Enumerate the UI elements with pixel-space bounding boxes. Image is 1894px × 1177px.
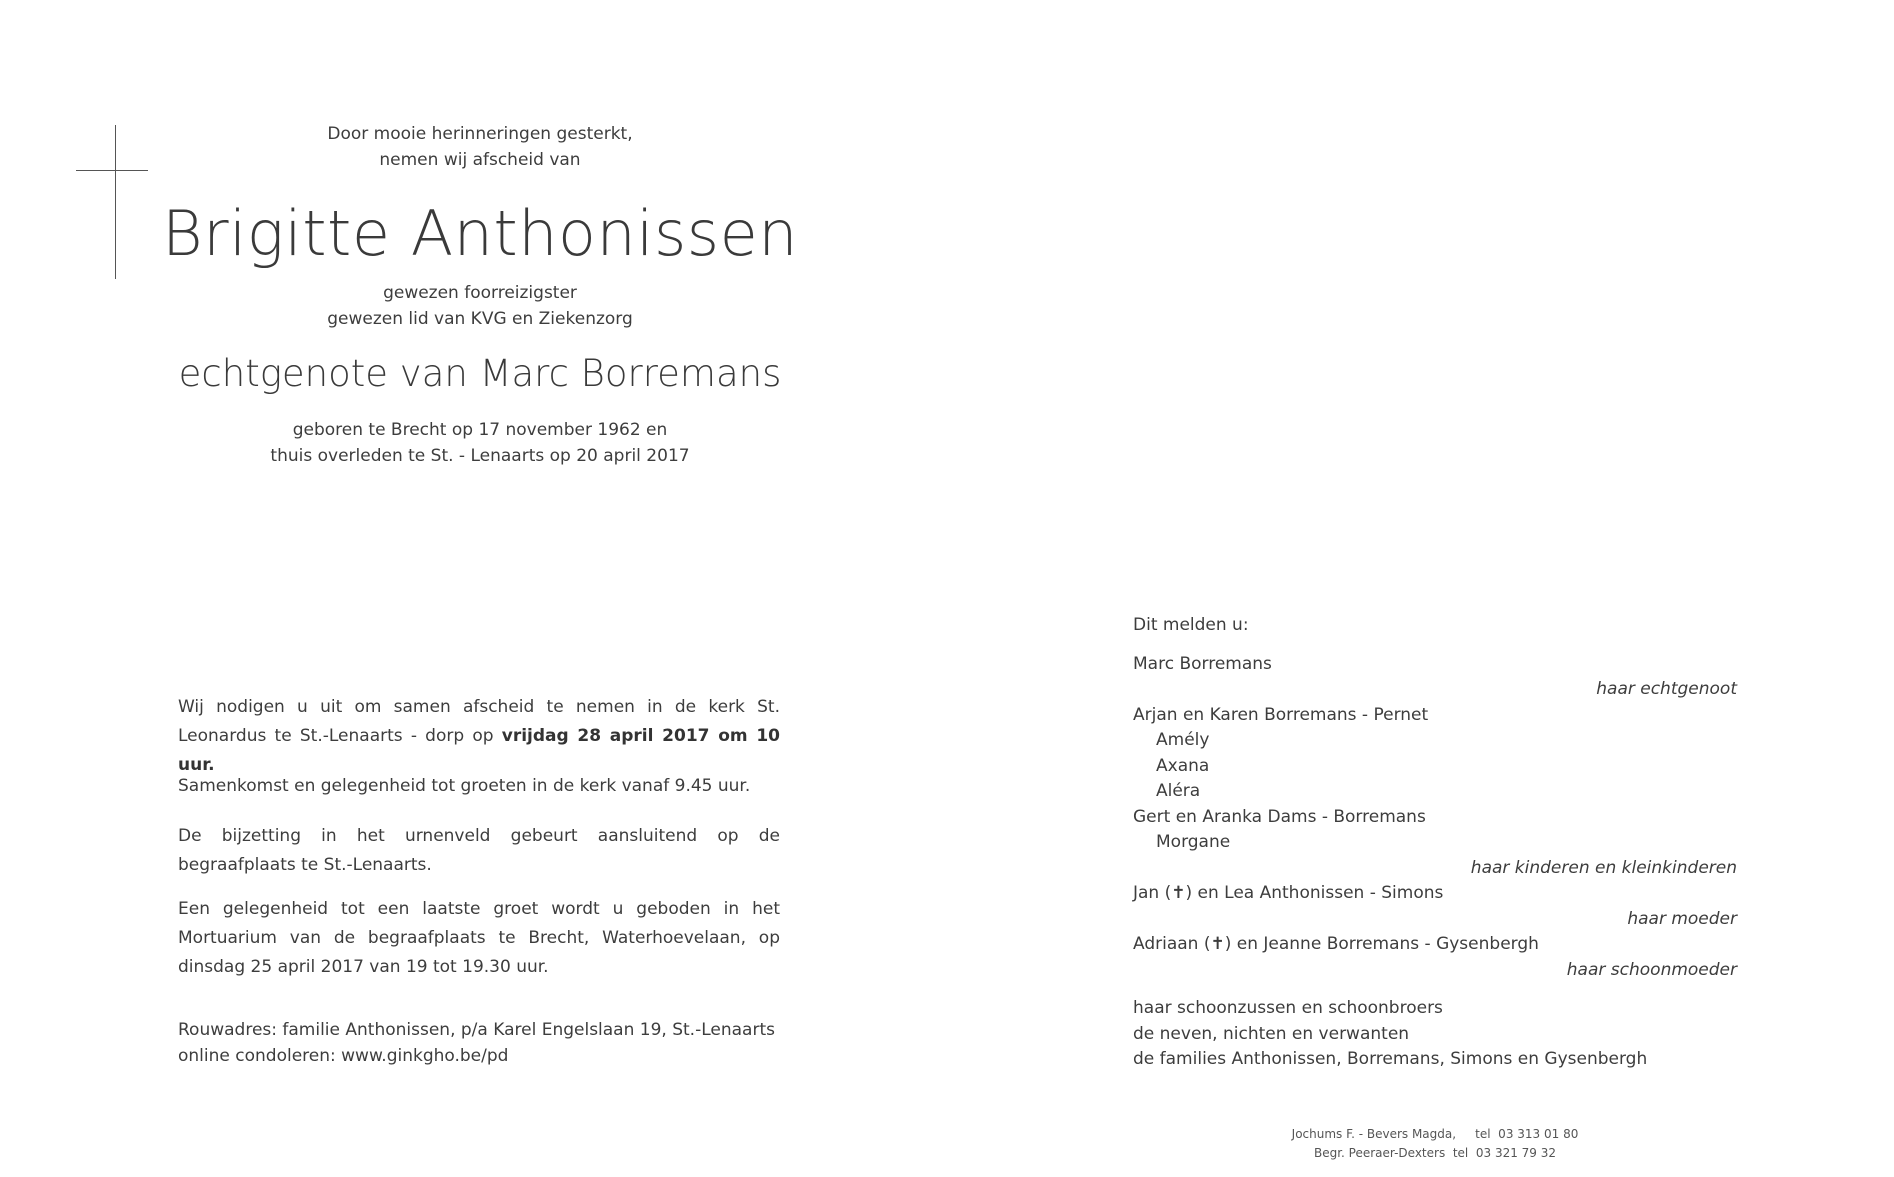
profession (180, 280, 780, 332)
profession-line-2: gewezen lid van KVG en Ziekenzorg (327, 309, 633, 329)
relatives-line-2: de neven, nichten en verwanten (1133, 1023, 1410, 1044)
gathering-paragraph: Samenkomst en gelegenheid tot groeten in de kerk vanaf 9.45 uur. (178, 776, 751, 796)
undertaker-info (1235, 1125, 1635, 1163)
undertaker-line-1: Jochums F. - Bevers Magda, tel 03 313 01 80 (1291, 1127, 1579, 1141)
inlaws-role: haar schoonmoeder (1566, 959, 1737, 980)
husband-name: Marc Borremans (1133, 653, 1272, 674)
family-list (1133, 613, 1737, 1073)
child-2: Gert en Aranka Dams - Borremans (1133, 806, 1426, 827)
last-greeting-paragraph: Een gelegenheid tot een laatste groet wordt u geboden in het Mortuarium van de begraafplaats te Brecht, Waterhoevelaan, op dinsdag 25 april 2017 van 19 tot 19.30 uur. (178, 899, 780, 977)
inlaws-line: Adriaan (✝) en Jeanne Borremans - Gysenbergh (1133, 934, 1539, 954)
invitation-date: vrijdag 28 april 2017 om 10 uur. (178, 726, 780, 775)
address-line: Rouwadres: familie Anthonissen, p/a Karel Engelslaan 19, St.-Lenaarts (178, 1020, 775, 1040)
invitation-paragraph (178, 693, 780, 780)
spouse-line: echtgenote van Marc Borremans (178, 352, 782, 395)
mourning-address (178, 1017, 798, 1069)
condolence-line: online condoleren: www.ginkgho.be/pd (178, 1046, 509, 1066)
birth-line: geboren te Brecht op 17 november 1962 en (292, 420, 668, 440)
parents-line: Jan (✝) en Lea Anthonissen - Simons (1133, 883, 1444, 903)
intro-text (180, 121, 780, 173)
intro-line-2: nemen wij afscheid van (379, 150, 581, 170)
parents-role: haar moeder (1627, 908, 1737, 929)
profession-line-1: gewezen foorreizigster (383, 283, 577, 303)
cross-icon-horizontal (76, 170, 148, 171)
relatives-line-3: de families Anthonissen, Borremans, Simons en Gysenbergh (1133, 1049, 1648, 1069)
undertaker-line-2: Begr. Peeraer-Dexters tel 03 321 79 32 (1313, 1146, 1557, 1160)
invitation-text: Wij nodigen u uit om samen afscheid te nemen in de kerk St. Leonardus te St.-Lenaarts - dorp op (178, 697, 780, 746)
children-role: haar kinderen en kleinkinderen (1470, 857, 1737, 878)
death-line: thuis overleden te St. - Lenaarts op 20 april 2017 (270, 446, 690, 466)
grandchild-2: Axana (1156, 755, 1210, 776)
relatives-line-1: haar schoonzussen en schoonbroers (1133, 998, 1443, 1018)
husband-role: haar echtgenoot (1596, 679, 1737, 699)
deceased-name: Brigitte Anthonissen (161, 197, 799, 270)
grandchild-4: Morgane (1156, 832, 1231, 852)
family-heading: Dit melden u: (1133, 615, 1249, 635)
intro-line-1: Door mooie herinneringen gesterkt, (327, 124, 633, 144)
grandchild-1: Amély (1156, 730, 1210, 750)
grandchild-3: Aléra (1156, 781, 1201, 801)
child-1: Arjan en Karen Borremans - Pernet (1133, 704, 1429, 725)
life-dates (180, 417, 780, 469)
burial-paragraph: De bijzetting in het urnenveld gebeurt aansluitend op de begraafplaats te St.-Lenaarts. (178, 826, 780, 875)
